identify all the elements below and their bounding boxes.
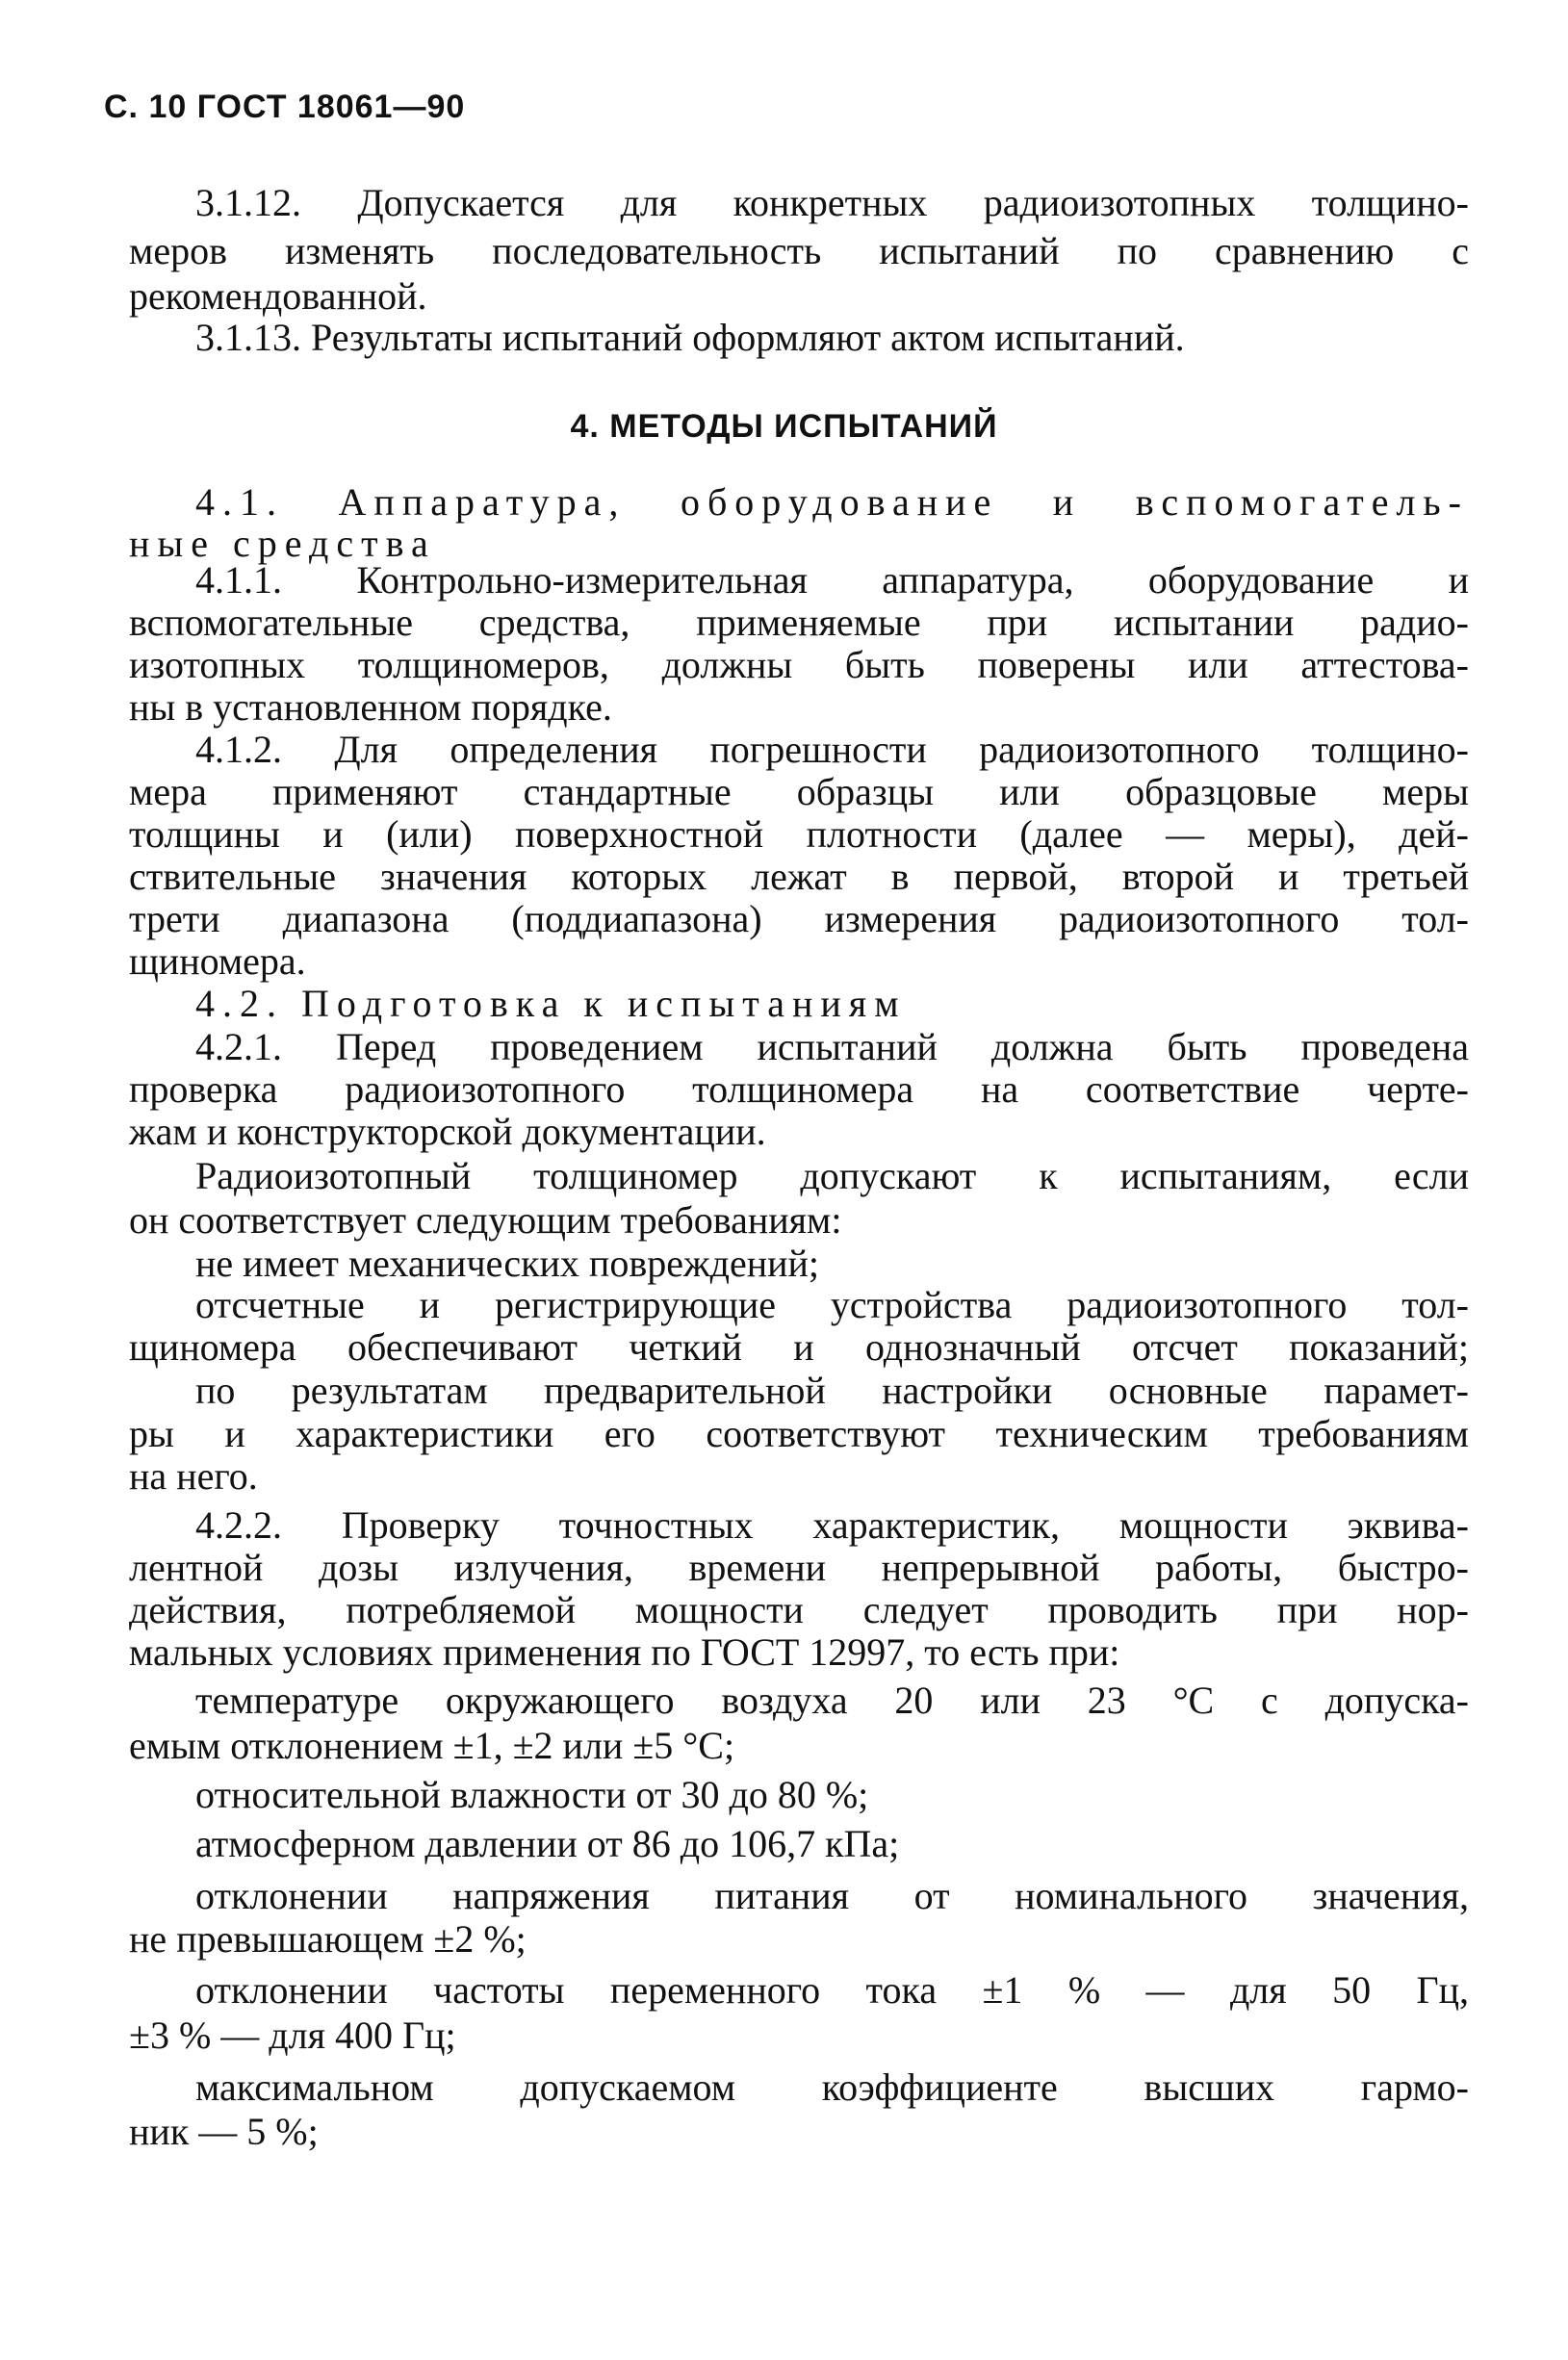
condition-frequency-line-1: отклонении частоты переменного тока ±1 % — для 50 Гц, <box>195 1968 1469 2012</box>
paragraph-4-2-2-line-4: мальных условиях применения по ГОСТ 12997, то есть при: <box>129 1630 1120 1674</box>
paragraph-4-1-1-line-4: ны в установленном порядке. <box>129 685 612 729</box>
requirement-1: не имеет механических повреждений; <box>195 1242 820 1285</box>
paragraph-4-1-1-line-2: вспомогательные средства, применяемые при испытании радио- <box>129 601 1469 644</box>
paragraph-4-2-1-line-2: проверка радиоизотопного толщиномера на соответствие черте- <box>129 1067 1469 1111</box>
paragraph-3-1-12-line-3: рекомендованной. <box>129 274 427 318</box>
condition-pressure: атмосферном давлении от 86 до 106,7 кПа; <box>195 1822 900 1865</box>
paragraph-admission-line-1: Радиоизотопный толщиномер допускают к испытаниям, если <box>195 1154 1469 1197</box>
condition-harmonics-line-1: максимальном допускаемом коэффициенте высших гармо- <box>195 2065 1469 2109</box>
paragraph-4-1-2-line-5: трети диапазона (поддиапазона) измерения радиоизотопного тол- <box>129 897 1469 940</box>
requirement-2-line-2: щиномера обеспечивают четкий и однозначный отсчет показаний; <box>129 1325 1469 1369</box>
paragraph-3-1-12-line-1: 3.1.12. Допускается для конкретных радиоизотопных толщино- <box>195 181 1469 224</box>
requirement-2-line-1: отсчетные и регистрирующие устройства радиоизотопного тол- <box>195 1283 1469 1326</box>
paragraph-4-2-1-line-3: жам и конструкторской документации. <box>129 1110 766 1153</box>
condition-harmonics-line-2: ник — 5 %; <box>129 2110 319 2153</box>
paragraph-4-1-1-line-1: 4.1.1. Контрольно-измерительная аппаратура, оборудование и <box>195 558 1469 602</box>
condition-temperature-line-1: температуре окружающего воздуха 20 или 23 °С с допуска- <box>195 1679 1469 1722</box>
paragraph-admission-line-2: он соответствует следующим требованиям: <box>129 1198 842 1242</box>
paragraph-4-1-2-line-1: 4.1.2. Для определения погрешности радиоизотопного толщино- <box>195 728 1469 771</box>
paragraph-4-1-2-line-2: мера применяют стандартные образцы или образцовые меры <box>129 770 1469 813</box>
section-title: 4. МЕТОДЫ ИСПЫТАНИЙ <box>570 408 998 445</box>
condition-humidity: относительной влажности от 30 до 80 %; <box>195 1773 869 1816</box>
requirement-3-line-2: ры и характеристики его соответствуют техническим требованиям <box>129 1412 1469 1455</box>
condition-frequency-line-2: ±3 % — для 400 Гц; <box>129 2014 456 2057</box>
requirement-3-line-3: на него. <box>129 1454 258 1498</box>
paragraph-3-1-13: 3.1.13. Результаты испытаний оформляют актом испытаний. <box>195 316 1185 359</box>
page-header: С. 10 ГОСТ 18061—90 <box>104 89 466 125</box>
condition-voltage-line-1: отклонении напряжения питания от номинального значения, <box>195 1874 1469 1917</box>
paragraph-4-1-2-line-3: толщины и (или) поверхностной плотности (далее — меры), дей- <box>129 812 1469 856</box>
paragraph-4-1-line-2: ные средства <box>129 522 436 565</box>
paragraph-4-2: 4.2. Подготовка к испытаниям <box>195 982 907 1025</box>
paragraph-4-1-line-1: 4.1. Аппаратура, оборудование и вспомогатель- <box>195 480 1469 524</box>
paragraph-4-2-2-line-3: действия, потребляемой мощности следует проводить при нор- <box>129 1588 1469 1631</box>
paragraph-4-2-2-line-1: 4.2.2. Проверку точностных характеристик, мощности эквива- <box>195 1503 1469 1547</box>
paragraph-4-2-2-line-2: лентной дозы излучения, времени непрерывной работы, быстро- <box>129 1546 1469 1589</box>
paragraph-3-1-12-line-2: меров изменять последовательность испытаний по сравнению с <box>129 229 1469 272</box>
requirement-3-line-1: по результатам предварительной настройки основные парамет- <box>195 1369 1469 1412</box>
condition-temperature-line-2: емым отклонением ±1, ±2 или ±5 °С; <box>129 1724 735 1767</box>
paragraph-4-1-2-line-4: ствительные значения которых лежат в первой, второй и третьей <box>129 855 1469 898</box>
paragraph-4-2-1-line-1: 4.2.1. Перед проведением испытаний должна быть проведена <box>195 1025 1469 1068</box>
paragraph-4-1-1-line-3: изотопных толщиномеров, должны быть поверены или аттестова- <box>129 643 1469 686</box>
paragraph-4-1-2-line-6: щиномера. <box>129 939 306 983</box>
condition-voltage-line-2: не превышающем ±2 %; <box>129 1917 527 1961</box>
